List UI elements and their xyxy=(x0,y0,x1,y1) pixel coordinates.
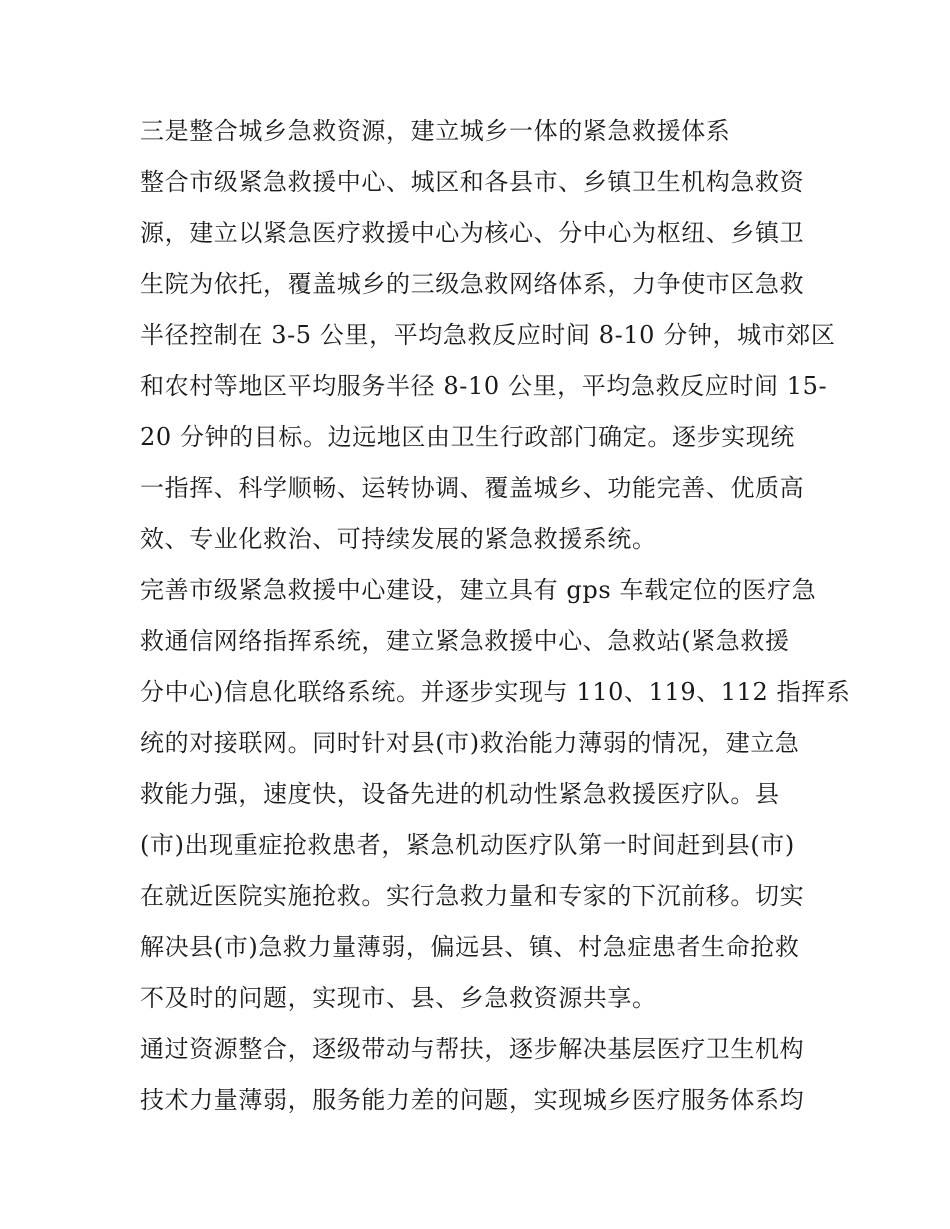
text-line-19: 通过资源整合，逐级带动与帮扶，逐步解决基层医疗卫生机构 xyxy=(140,1035,805,1063)
text-line-1: 三是整合城乡急救资源，建立城乡一体的紧急救援体系 xyxy=(140,117,731,145)
text-line-9: 效、专业化救治、可持续发展的紧急救援系统。 xyxy=(140,525,657,553)
text-line-17: 解决县(市)急救力量薄弱，偏远县、镇、村急症患者生命抢救 xyxy=(140,933,800,961)
text-line-15: (市)出现重症抢救患者，紧急机动医疗队第一时间赶到县(市) xyxy=(140,831,795,859)
text-line-6: 和农村等地区平均服务半径 8-10 公里，平均急救反应时间 15- xyxy=(140,372,828,400)
text-line-2: 整合市级紧急救援中心、城区和各县市、乡镇卫生机构急救资 xyxy=(140,168,805,196)
text-line-5: 半径控制在 3-5 公里，平均急救反应时间 8-10 分钟，城市郊区 xyxy=(140,321,836,349)
text-line-7: 20 分钟的目标。边远地区由卫生行政部门确定。逐步实现统 xyxy=(140,423,795,451)
text-line-20: 技术力量薄弱，服务能力差的问题，实现城乡医疗服务体系均 xyxy=(140,1086,805,1114)
text-line-13: 统的对接联网。同时针对县(市)救治能力薄弱的情况，建立急 xyxy=(140,729,800,757)
text-line-11: 救通信网络指挥系统，建立紧急救援中心、急救站(紧急救援 xyxy=(140,627,790,655)
text-line-3: 源，建立以紧急医疗救援中心为核心、分中心为枢纽、乡镇卫 xyxy=(140,219,805,247)
text-line-8: 一指挥、科学顺畅、运转协调、覆盖城乡、功能完善、优质高 xyxy=(140,474,805,502)
document-body xyxy=(140,106,851,1126)
text-line-16: 在就近医院实施抢救。实行急救力量和专家的下沉前移。切实 xyxy=(140,882,805,910)
text-line-10: 完善市级紧急救援中心建设，建立具有 gps 车载定位的医疗急 xyxy=(140,576,817,604)
text-line-18: 不及时的问题，实现市、县、乡急救资源共享。 xyxy=(140,984,657,1012)
text-line-4: 生院为依托，覆盖城乡的三级急救网络体系，力争使市区急救 xyxy=(140,270,805,298)
text-line-12: 分中心)信息化联络系统。并逐步实现与 110、119、112 指挥系 xyxy=(140,678,851,706)
text-line-14: 救能力强，速度快，设备先进的机动性紧急救援医疗队。县 xyxy=(140,780,780,808)
